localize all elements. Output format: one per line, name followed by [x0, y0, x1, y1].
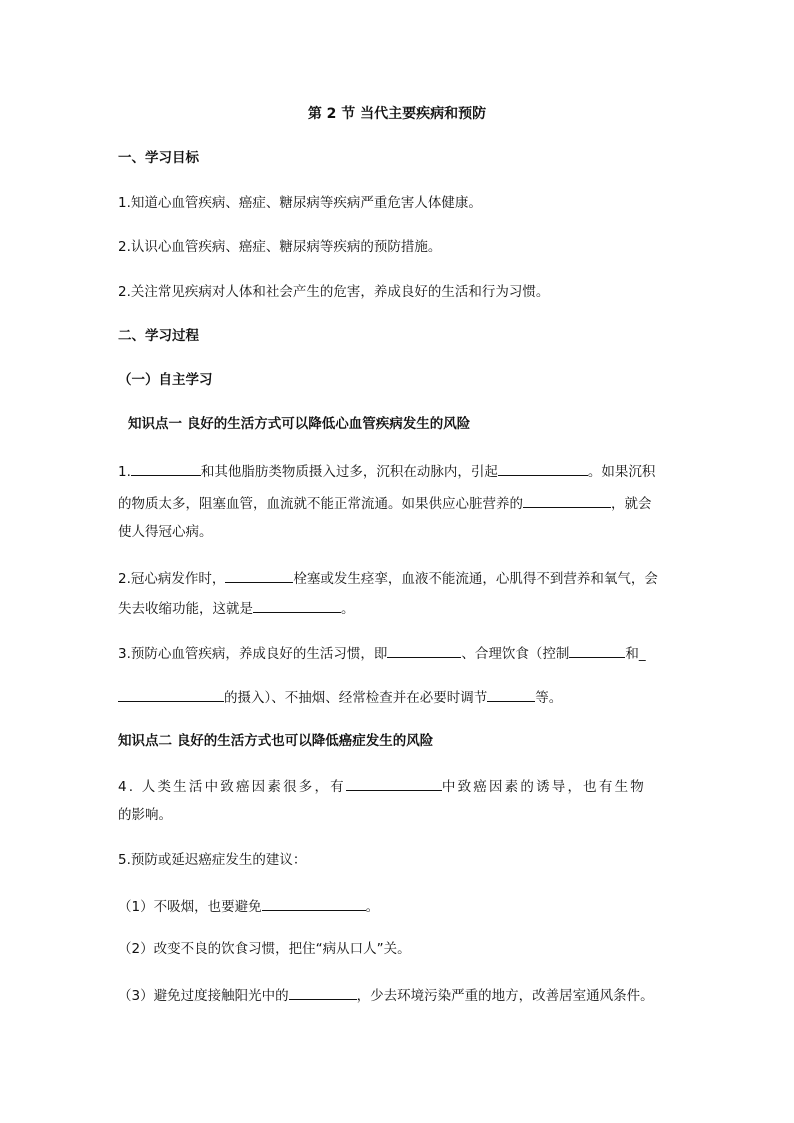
knowledge-point-1: 知识点一 良好的生活方式可以降低心血管疾病发生的风险: [128, 416, 471, 432]
fill-blank[interactable]: [569, 642, 625, 658]
question-4-line-2: 的影响。: [118, 807, 172, 823]
fill-blank[interactable]: [131, 460, 201, 476]
question-1-line-3: 使人得冠心病。: [118, 524, 213, 540]
question-1-line-1: 1. 和其他脂肪类物质摄入过多，沉积在动脉内，引起 。如果沉积: [118, 460, 678, 482]
section-heading-goals: 一、学习目标: [118, 150, 199, 166]
question-5-item-1: （1）不吸烟，也要避免 。: [118, 895, 678, 917]
question-2-line-2: 失去收缩功能，这就是 。: [118, 597, 678, 619]
question-5-item-3: （3）避免过度接触阳光中的 ，少去环境污染严重的地方，改善居室通风条件。: [118, 984, 678, 1006]
fill-blank[interactable]: [498, 460, 588, 476]
question-3-line-2: 的摄入）、不抽烟、经常检查并在必要时调节 等。: [118, 686, 678, 708]
fill-blank[interactable]: [225, 567, 293, 583]
fill-blank[interactable]: [118, 686, 224, 702]
fill-blank[interactable]: [387, 642, 461, 658]
fill-blank[interactable]: [253, 597, 341, 613]
knowledge-point-2: 知识点二 良好的生活方式也可以降低癌症发生的风险: [118, 733, 434, 749]
goal-item: 2.认识心血管疾病、癌症、糖尿病等疾病的预防措施。: [118, 239, 442, 255]
question-5: 5.预防或延迟癌症发生的建议：: [118, 852, 307, 868]
fill-blank[interactable]: [487, 686, 535, 702]
subsection-heading: （一）自主学习: [118, 372, 213, 388]
question-5-item-2: （2）改变不良的饮食习惯，把住“病从口人”关。: [118, 941, 411, 957]
fill-blank[interactable]: [346, 775, 442, 791]
question-3-line-1: 3.预防心血管疾病，养成良好的生活习惯，即 、合理饮食（控制 和_: [118, 642, 678, 664]
fill-blank[interactable]: [262, 895, 366, 911]
goal-item: 1.知道心血管疾病、癌症、糖尿病等疾病严重危害人体健康。: [118, 195, 482, 211]
fill-blank[interactable]: [523, 492, 611, 508]
question-1-line-2: 的物质太多，阻塞血管，血流就不能正常流通。如果供应心脏营养的 ，就会: [118, 492, 678, 514]
page-title: 第 2 节 当代主要疾病和预防: [307, 106, 487, 122]
question-4-line-1: 4. 人类生活中致癌因素很多，有 中致癌因素的诱导，也有生物: [118, 775, 678, 797]
section-heading-process: 二、学习过程: [118, 328, 199, 344]
question-2-line-1: 2.冠心病发作时， 栓塞或发生痉挛，血液不能流通，心肌得不到营养和氧气，会: [118, 567, 678, 589]
fill-blank[interactable]: [289, 984, 357, 1000]
goal-item: 2.关注常见疾病对人体和社会产生的危害，养成良好的生活和行为习惯。: [118, 284, 550, 300]
